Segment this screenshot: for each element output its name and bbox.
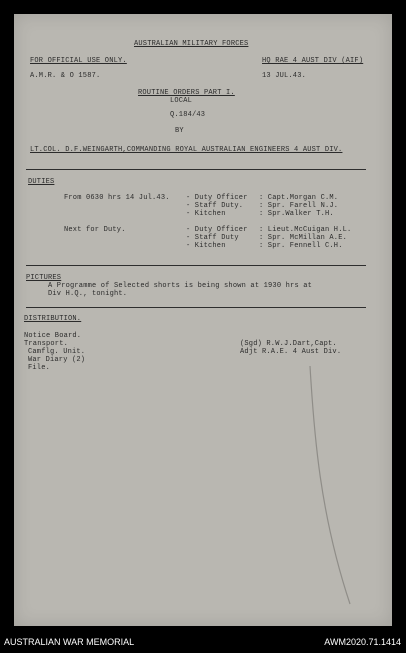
orders-heading: ROUTINE ORDERS PART I.: [138, 89, 235, 97]
distribution-item: File.: [28, 364, 51, 372]
distribution-item: Camflg. Unit.: [28, 348, 86, 356]
signature-line: (Sgd) R.W.J.Dart,Capt.: [240, 340, 337, 348]
duty-role: - Staff Duty.: [186, 202, 244, 210]
order-number: Q.184/43: [170, 111, 206, 119]
signature-line: Adjt R.A.E. 4 Aust Div.: [240, 348, 342, 356]
by-label: BY: [175, 127, 184, 135]
footer-source: AUSTRALIAN WAR MEMORIAL: [4, 637, 135, 647]
distribution-item: Transport.: [24, 340, 69, 348]
date-label: 13 JUL.43.: [262, 72, 307, 80]
document-title: AUSTRALIAN MILITARY FORCES: [134, 40, 249, 48]
issued-by: LT.COL. D.F.WEINGARTH,COMMANDING ROYAL AUSTRALIAN ENGINEERS 4 AUST DIV.: [30, 146, 343, 154]
duty-group-label: Next for Duty.: [64, 226, 126, 234]
duty-name: : Spr.Walker T.H.: [259, 210, 334, 218]
pictures-text-line: Div H.Q., tonight.: [48, 290, 128, 298]
duty-name: : Lieut.McCuigan H.L.: [259, 226, 352, 234]
distribution-item: Notice Board.: [24, 332, 82, 340]
document-page: [14, 14, 392, 626]
duties-section-title: DUTIES: [28, 178, 55, 186]
pictures-section-title: PICTURES: [26, 274, 62, 282]
duty-name: : Spr. McMillan A.E.: [259, 234, 348, 242]
duty-role: - Staff Duty: [186, 234, 239, 242]
classification-label: FOR OFFICIAL USE ONLY.: [30, 57, 127, 65]
orders-subheading: LOCAL: [170, 97, 193, 105]
pictures-text-line: A Programme of Selected shorts is being shown at 1930 hrs at: [48, 282, 313, 290]
paper-crease: [14, 14, 392, 626]
duty-role: - Kitchen: [186, 210, 226, 218]
duty-name: : Capt.Morgan C.M.: [259, 194, 339, 202]
footer-accession-number: AWM2020.71.1414: [324, 637, 401, 647]
duty-name: : Spr. Fennell C.H.: [259, 242, 343, 250]
duty-group-label: From 0630 hrs 14 Jul.43.: [64, 194, 170, 202]
reference-label: A.M.R. & O 1587.: [30, 72, 101, 80]
distribution-section-title: DISTRIBUTION.: [24, 315, 82, 323]
duty-name: : Spr. Farell N.J.: [259, 202, 339, 210]
hq-label: HQ RAE 4 AUST DIV (AIF): [262, 57, 364, 65]
duty-role: - Kitchen: [186, 242, 226, 250]
distribution-item: War Diary (2): [28, 356, 86, 364]
duty-role: - Duty Officer: [186, 226, 248, 234]
duty-role: - Duty Officer: [186, 194, 248, 202]
